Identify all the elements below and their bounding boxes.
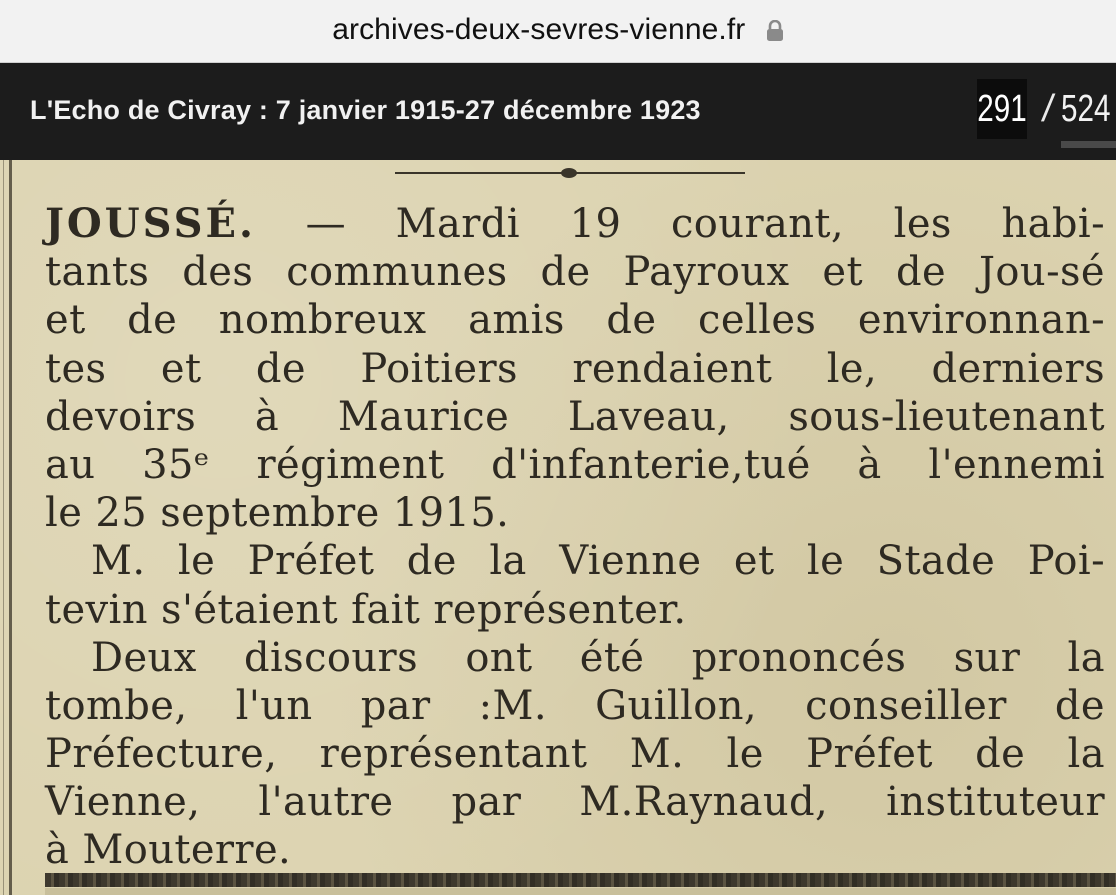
article-line: tes et de Poitiers rendaient le, derniers (45, 345, 1105, 392)
article-line: M. le Préfet de la Vienne et le Stade Poi- (91, 538, 1105, 585)
column-rule-thin (3, 160, 4, 895)
article-line: le 25 septembre 1915. (45, 490, 510, 537)
article-line: Vienne, l'autre par M.Raynaud, instituteur (45, 779, 1105, 826)
column-rule (9, 160, 12, 895)
scanned-page-image[interactable] (0, 160, 1116, 895)
total-pages: 524 (1061, 88, 1111, 130)
article-line: à Mouterre. (45, 827, 292, 874)
browser-address-bar[interactable] (0, 0, 1116, 63)
article-line: Deux discours ont été prononcés sur la (91, 634, 1105, 681)
article-text (45, 200, 1105, 875)
article-line: JOUSSÉ. — Mardi 19 courant, les habi- (45, 200, 1105, 247)
article-line: Préfecture, représentant M. le Préfet de la (45, 731, 1105, 778)
article-line: tevin s'étaient fait représenter. (45, 586, 687, 633)
lock-icon (766, 20, 784, 42)
bottom-rule-shadow (45, 888, 1116, 895)
section-ornament (395, 166, 745, 180)
article-line: tants des communes de Payroux et de Jou-sé (45, 249, 1105, 296)
pager-scroll-indicator (1061, 141, 1116, 148)
bottom-rule (45, 873, 1116, 887)
current-page-input[interactable]: 291 (977, 79, 1027, 139)
article-line: au 35ᵉ régiment d'infanterie,tué à l'ennemi (45, 441, 1105, 488)
viewer-header (0, 63, 1116, 160)
domain-text: archives-deux-sevres-vienne.fr (332, 13, 746, 46)
page-separator: / (1039, 88, 1057, 130)
article-line: devoirs à Maurice Laveau, sous-lieutenant (45, 393, 1105, 440)
article-line: et de nombreux amis de celles environnan- (45, 297, 1105, 344)
article-line: tombe, l'un par :M. Guillon, conseiller de (45, 682, 1105, 729)
document-title: L'Echo de Civray : 7 janvier 1915-27 décembre 1923 (30, 95, 701, 125)
address-display[interactable] (0, 13, 1116, 47)
article-keyword: JOUSSÉ. (45, 200, 256, 247)
